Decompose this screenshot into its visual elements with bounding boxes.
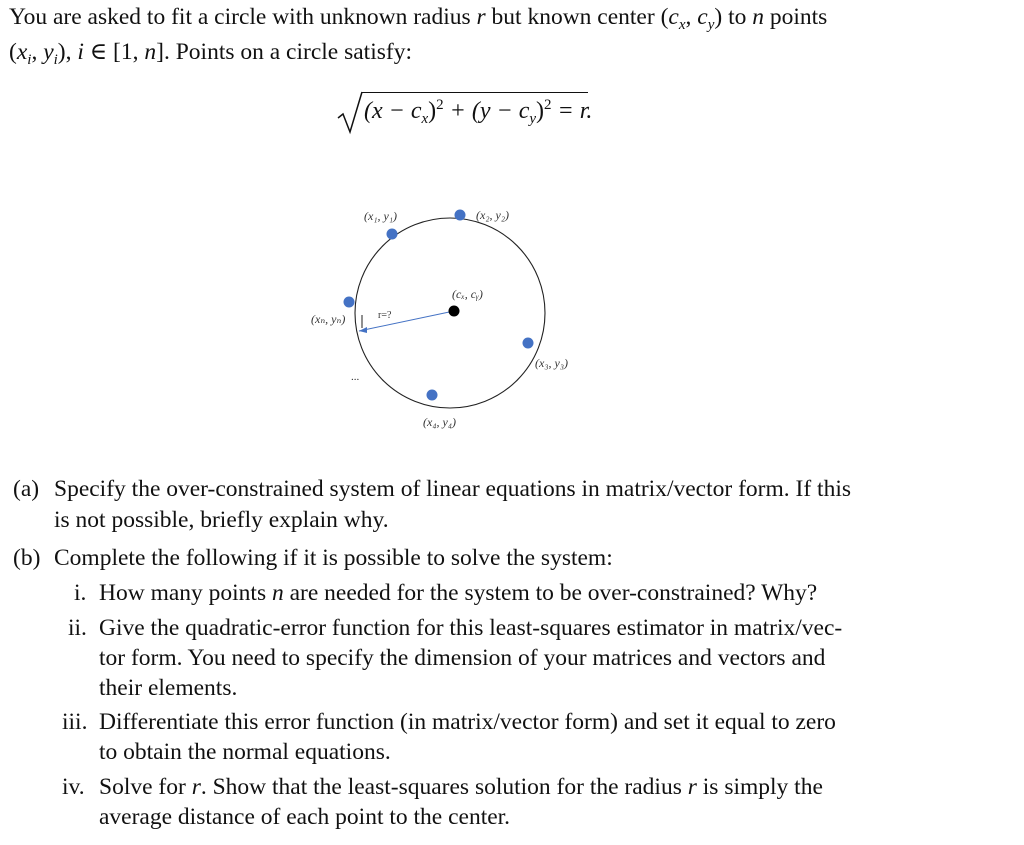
question-iv-label: iv. <box>62 774 85 800</box>
question-ii-label: ii. <box>68 615 87 641</box>
circle-diagram <box>290 190 610 440</box>
question-ii-line-3: their elements. <box>99 675 238 701</box>
eq-sup: 2 <box>544 97 552 113</box>
question-ii-line-1: Give the quadratic-error function for this least-squares estimator in matrix/vec- <box>99 615 843 641</box>
question-b-label: (b) <box>13 545 41 571</box>
math-x: x <box>16 39 28 65</box>
radius-arrowhead <box>359 327 367 333</box>
label-point-1: (x₁, y₁) <box>364 209 397 223</box>
intro-text: You are asked to fit a circle with unknown radius <box>9 4 477 30</box>
point-4 <box>427 390 438 401</box>
intro-text: ), <box>57 39 78 65</box>
eq-sub: y <box>529 111 537 127</box>
question-i-line-1 <box>99 578 817 609</box>
sqrt-bar <box>362 92 588 93</box>
math-r: r <box>476 4 486 30</box>
eq-part: + (y − c <box>443 98 530 124</box>
intro-text: ]. Points on a circle satisfy: <box>156 39 412 65</box>
question-a-line-1: Specify the over-constrained system of linear equations in matrix/vector form. If this <box>54 476 851 502</box>
math-sub: y <box>707 17 715 33</box>
equation-body <box>364 98 592 125</box>
intro-text: , <box>31 39 44 65</box>
math-c: c <box>697 4 708 30</box>
math-i: i <box>77 39 84 65</box>
intro-text: ( <box>9 39 17 65</box>
intro-text: ) to <box>714 4 753 30</box>
question-iii-label: iii. <box>62 709 88 735</box>
circle-equation <box>336 88 606 138</box>
intro-line-1 <box>9 2 827 33</box>
eq-part: = r. <box>551 98 593 124</box>
math-sub: i <box>27 52 32 68</box>
math-n: n <box>752 4 764 30</box>
radius-line <box>359 311 454 331</box>
point-2 <box>455 210 466 221</box>
intro-text: ∈ [1, <box>83 39 145 65</box>
question-ii-line-2: tor form. You need to specify the dimension of your matrices and vectors and <box>99 645 826 671</box>
eq-sub: x <box>421 111 429 127</box>
point-n <box>344 297 355 308</box>
question-a-line-2: is not possible, briefly explain why. <box>54 507 389 533</box>
math-r: r <box>687 774 697 800</box>
question-b-line-1: Complete the following if it is possible to solve the system: <box>54 545 613 571</box>
eq-part: ) <box>536 98 545 124</box>
label-point-n: (xₙ, yₙ) <box>311 312 346 326</box>
math-sub: x <box>678 17 686 33</box>
center-point <box>449 306 460 317</box>
point-1 <box>387 229 398 240</box>
label-point-2: (x₂, y₂) <box>476 208 509 222</box>
q-text: . Show that the least-squares solution for the radius <box>200 774 688 800</box>
eq-part: (x − c <box>364 98 422 124</box>
math-y: y <box>43 39 54 65</box>
question-iii-line-2: to obtain the normal equations. <box>99 739 391 765</box>
label-radius: r=? <box>378 310 392 321</box>
label-point-3: (x₃, y₃) <box>535 356 568 370</box>
label-ellipsis: ... <box>351 371 360 383</box>
eq-sup: 2 <box>436 97 444 113</box>
question-i-label: i. <box>74 580 87 606</box>
math-c: c <box>668 4 679 30</box>
intro-text: , <box>685 4 698 30</box>
math-n: n <box>144 39 157 65</box>
point-3 <box>523 338 534 349</box>
math-n: n <box>271 580 284 606</box>
intro-text: points <box>763 4 828 30</box>
q-text: Solve for <box>99 774 192 800</box>
question-a-label: (a) <box>13 476 40 502</box>
q-text: are needed for the system to be over-constrained? Why? <box>283 580 818 606</box>
question-iv-line-2: average distance of each point to the center. <box>99 804 511 830</box>
intro-line-2 <box>9 37 412 68</box>
question-iv-line-1 <box>99 772 823 803</box>
intro-text: but known center ( <box>485 4 669 30</box>
eq-part: ) <box>428 98 437 124</box>
label-point-4: (x₄, y₄) <box>423 415 456 429</box>
label-center: (cₓ, cᵧ) <box>452 287 483 301</box>
math-r: r <box>191 774 201 800</box>
q-text: How many points <box>99 580 272 606</box>
q-text: is simply the <box>696 774 823 800</box>
math-sub: i <box>53 52 58 68</box>
question-iii-line-1: Differentiate this error function (in matrix/vector form) and set it equal to zero <box>99 709 836 735</box>
sqrt-sign-icon <box>336 88 366 138</box>
